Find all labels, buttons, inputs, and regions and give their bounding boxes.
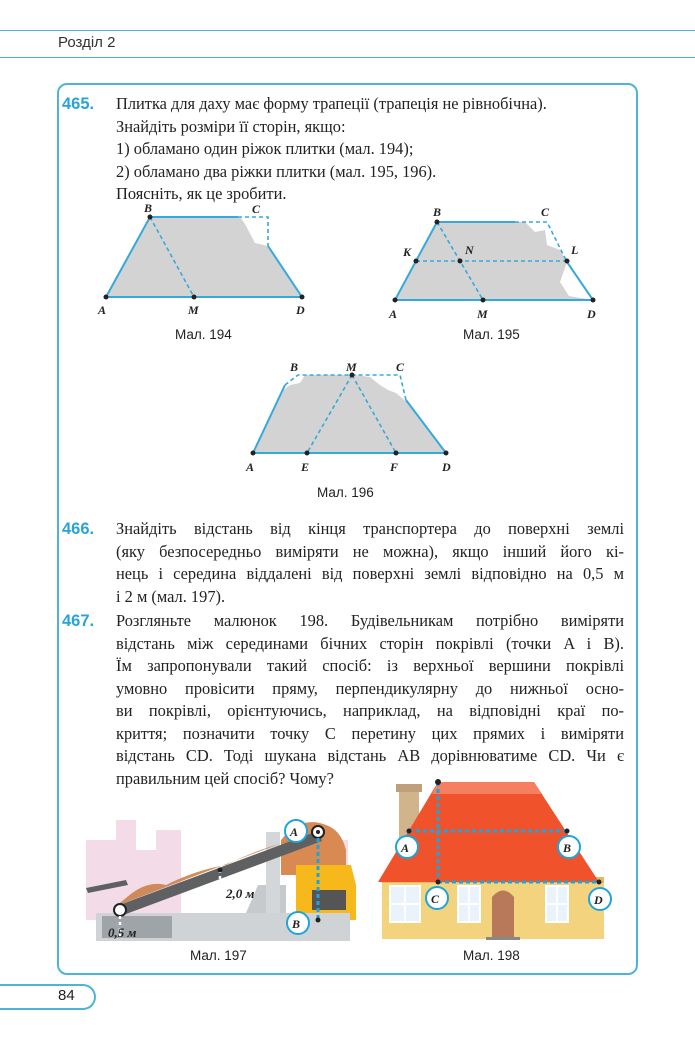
text-line: Їм запропонували такий спосіб: із верхньої вершини покрівлі bbox=[116, 656, 624, 675]
point-label: M bbox=[477, 307, 488, 321]
point-label: A bbox=[246, 460, 255, 474]
text-line: 2) обламано два ріжки плитки (мал. 195, 196). bbox=[116, 161, 437, 181]
problem-text bbox=[116, 518, 624, 608]
header-bottom-line bbox=[0, 57, 695, 58]
point-label: B bbox=[292, 917, 301, 931]
header-top-line bbox=[0, 30, 695, 31]
figure-caption: Мал. 197 bbox=[190, 948, 247, 963]
figure-197 bbox=[86, 780, 358, 945]
figure-caption: Мал. 196 bbox=[317, 485, 374, 500]
figure-196 bbox=[240, 355, 470, 480]
point-label: D bbox=[594, 893, 603, 907]
figure-198 bbox=[374, 772, 624, 942]
text-line: Розгляньте малюнок 198. Будівельникам потрібно виміряти bbox=[116, 611, 624, 630]
measure-label: 2,0 м bbox=[226, 886, 255, 901]
point-label: D bbox=[296, 303, 305, 317]
point-label: D bbox=[442, 460, 451, 474]
text-line: Поясніть, як це зробити. bbox=[116, 184, 287, 203]
text-line: відстань між серединами бічних сторін покрівлі (точки A і B). bbox=[116, 633, 624, 653]
text-line: і 2 м (мал. 197). bbox=[116, 586, 226, 606]
problem-number: 466. bbox=[62, 520, 95, 538]
measure-label: 0,5 м bbox=[108, 925, 137, 940]
point-label: K bbox=[403, 245, 412, 259]
text-line: (яку безпосередньо виміряти не можна), якщо інший його кі- bbox=[116, 541, 624, 561]
text-line: 1) обламано один ріжок плитки (мал. 194); bbox=[116, 139, 414, 158]
text-line: ви покрівлі, орієнтуючись, наприклад, на відповідні краї по- bbox=[116, 701, 624, 720]
figure-caption: Мал. 198 bbox=[463, 948, 520, 963]
point-label: M bbox=[188, 303, 199, 317]
text-line: умовно провісити пряму, перпендикулярну до нижньої осно- bbox=[116, 678, 624, 698]
point-label: C bbox=[396, 360, 405, 374]
text-line: Плитка для даху має форму трапеції (трапеція не рівнобічна). bbox=[116, 94, 547, 113]
text-line: правильним цей спосіб? Чому? bbox=[116, 768, 334, 788]
point-label: L bbox=[571, 243, 579, 257]
point-label: C bbox=[431, 892, 440, 906]
point-label: C bbox=[252, 202, 261, 216]
point-label: N bbox=[465, 243, 474, 257]
section-title: Розділ 2 bbox=[58, 34, 116, 51]
point-label: D bbox=[587, 307, 596, 321]
point-label: B bbox=[144, 201, 153, 215]
text-line: Знайдіть розміри її сторін, якщо: bbox=[116, 116, 346, 136]
point-label: A bbox=[401, 841, 410, 855]
figure-195 bbox=[385, 200, 605, 325]
problem-number: 467. bbox=[62, 612, 95, 630]
problem-number: 465. bbox=[62, 95, 95, 113]
figure-caption: Мал. 195 bbox=[463, 327, 520, 342]
problem-text bbox=[116, 93, 624, 206]
point-label: B bbox=[433, 205, 442, 219]
point-label: A bbox=[389, 307, 398, 321]
text-line: Знайдіть відстань від кінця транспортера до поверхні землі bbox=[116, 519, 624, 538]
problem-text bbox=[116, 610, 624, 790]
point-label: E bbox=[301, 460, 310, 474]
point-label: B bbox=[290, 360, 299, 374]
text-line: відстань CD. Тоді шукана відстань AB дорівнюватиме CD. Чи є bbox=[116, 746, 624, 765]
text-line: криття; позначити точку C перетину цих прямих і виміряти bbox=[116, 723, 624, 743]
point-label: B bbox=[563, 841, 572, 855]
point-label: A bbox=[290, 825, 299, 839]
point-label: C bbox=[541, 205, 550, 219]
point-label: A bbox=[98, 303, 107, 317]
page-number-tab bbox=[0, 984, 96, 1010]
figure-caption: Мал. 194 bbox=[175, 327, 232, 342]
point-label: M bbox=[346, 360, 357, 374]
figure-194 bbox=[90, 200, 320, 325]
point-label: F bbox=[390, 460, 399, 474]
page-number: 84 bbox=[58, 987, 75, 1004]
text-line: нець і середина віддалені від поверхні землі відповідно на 0,5 м bbox=[116, 564, 624, 583]
